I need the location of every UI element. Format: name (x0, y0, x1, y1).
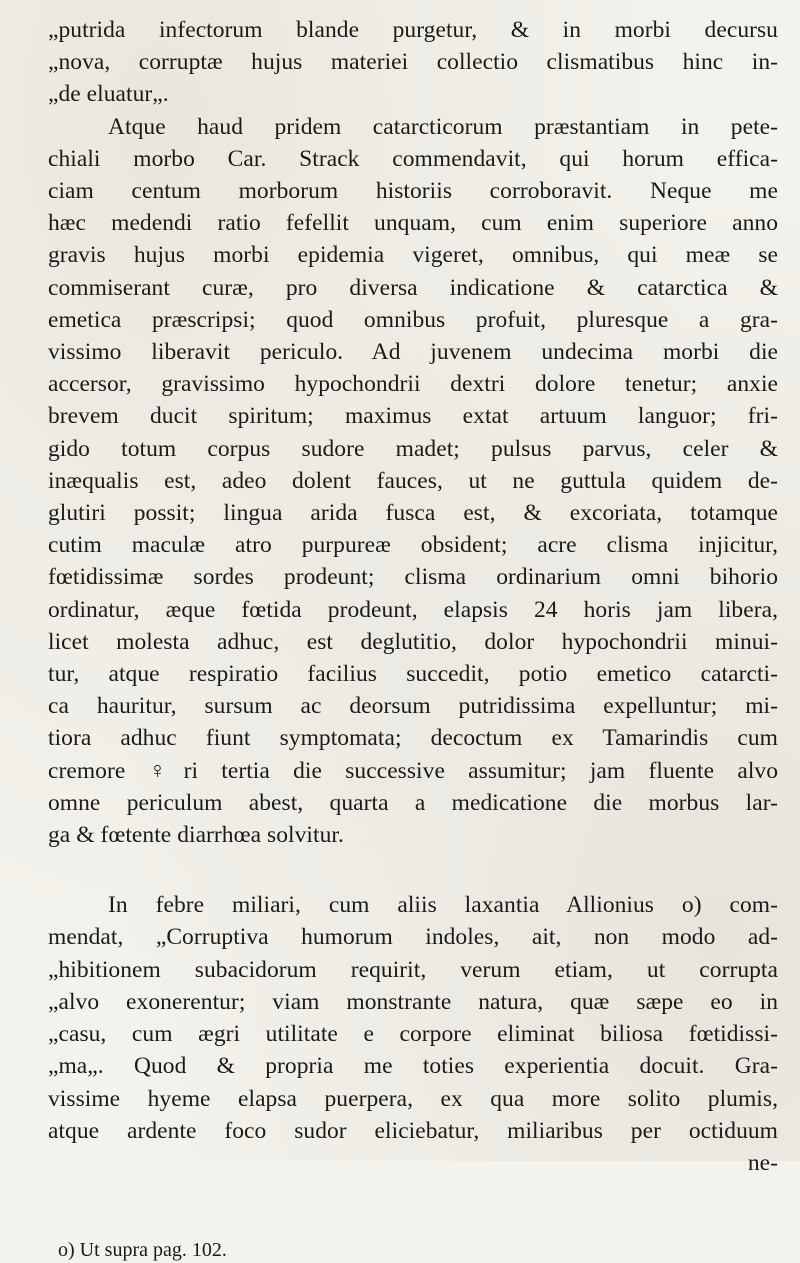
text-line: „de eluatur„. (48, 81, 169, 108)
text-line: ga & fœtente diarrhœa solvitur. (48, 822, 344, 849)
text-line: fœtidissimæ sordes prodeunt; clisma ordinarium omni bihorio (48, 564, 778, 591)
text-line: vissime hyeme elapsa puerpera, ex qua more solito plumis, (48, 1085, 778, 1112)
text-line: omne periculum abest, quarta a medicatione die morbus lar- (48, 789, 778, 816)
text-line: gravis hujus morbi epidemia vigeret, omnibus, qui meæ se (48, 242, 778, 269)
text-line: glutiri possit; lingua arida fusca est, & excoriata, totamque (48, 500, 778, 527)
paragraph-2 (48, 111, 778, 852)
paragraph-gap (48, 851, 778, 889)
text-line: cutim maculæ atro purpureæ obsident; acre clisma injicitur, (48, 532, 778, 559)
footnote: o) Ut supra pag. 102. (58, 1239, 227, 1262)
text-line: emetica præscripsi; quod omnibus profuit, pluresque a gra- (48, 306, 778, 333)
text-line: licet molesta adhuc, est deglutitio, dolor hypochondrii minui- (48, 628, 778, 655)
catchword: ne- (747, 1149, 778, 1176)
footnote-gap (48, 1179, 778, 1237)
text-line: cremore ♀ri tertia die successive assumitur; jam fluente alvo (48, 757, 778, 784)
text-line: „ma„. Quod & propria me toties experientia docuit. Gra- (48, 1053, 778, 1080)
text-line: In febre miliari, cum aliis laxantia Allionius o) com- (108, 892, 778, 919)
text-line: tur, atque respiratio facilius succedit, potio emetico catarcti- (48, 661, 778, 688)
text-line: accersor, gravissimo hypochondrii dextri dolore tenetur; anxie (48, 371, 778, 398)
text-line: hæc medendi ratio fefellit unquam, cum enim superiore anno (48, 210, 778, 237)
text-line: ca hauritur, sursum ac deorsum putridissima expelluntur; mi- (48, 693, 778, 720)
text-line: ordinatur, æque fœtida prodeunt, elapsis 24 horis jam libera, (48, 596, 778, 623)
body-text (48, 14, 778, 1263)
text-line: brevem ducit spiritum; maximus extat artuum languor; fri- (48, 403, 778, 430)
text-line: ciam centum morborum historiis corroboravit. Neque me (48, 178, 778, 205)
text-line: „hibitionem subacidorum requirit, verum etiam, ut corrupta (48, 956, 778, 983)
text-line: „casu, cum ægri utilitate e corpore eliminat biliosa fœtidissi- (48, 1021, 778, 1048)
text-line: vissimo liberavit periculo. Ad juvenem undecima morbi die (48, 339, 778, 366)
text-line: inæqualis est, adeo dolent fauces, ut ne guttula quidem de- (48, 467, 778, 494)
text-line: commiserant curæ, pro diversa indicatione & catarctica & (48, 274, 778, 301)
text-line: „nova, corruptæ hujus materiei collectio clismatibus hinc in- (48, 49, 778, 76)
text-line: atque ardente foco sudor eliciebatur, miliaribus per octiduum (48, 1117, 778, 1144)
text-line: „putrida infectorum blande purgetur, & in morbi decursu (48, 17, 778, 43)
paragraph-3 (48, 889, 778, 1179)
text-line: mendat, „Corruptiva humorum indoles, ait, non modo ad- (48, 924, 778, 951)
text-line: gido totum corpus sudore madet; pulsus parvus, celer & (48, 435, 778, 462)
paragraph-1 (48, 14, 778, 111)
text-line: chiali morbo Car. Strack commendavit, qui horum effica- (48, 145, 778, 172)
text-line: „alvo exonerentur; viam monstrante natura, quæ sæpe eo in (48, 988, 778, 1015)
text-line: Atque haud pridem catarcticorum præstantiam in pete- (108, 113, 778, 140)
text-line: tiora adhuc fiunt symptomata; decoctum ex Tamarindis cum (48, 725, 778, 752)
